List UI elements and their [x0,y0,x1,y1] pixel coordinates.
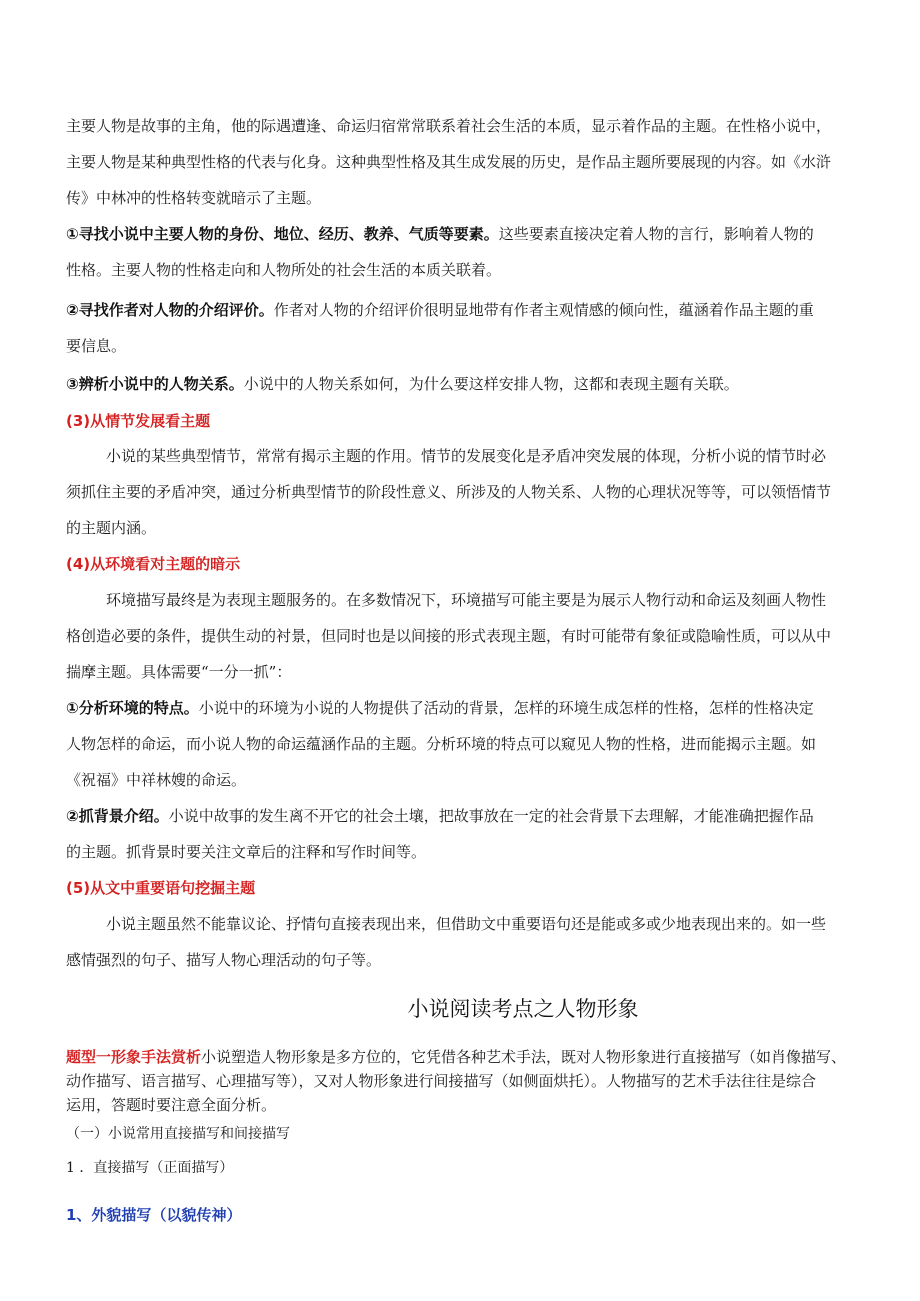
section-heading-environment: (4)从环境看对主题的暗示 [66,555,241,573]
text-line: 主要人物是故事的主角，他的际遇遭逢、命运归宿常常联系着社会生活的本质，显示着作品的主题。在性格小说中， [66,117,832,135]
text-line: 人物怎样的命运，而小说人物的命运蕴涵作品的主题。分析环境的特点可以窥见人物的性格，进而能揭示主题。如 [66,735,817,753]
text-line [66,292,866,328]
section-heading-plot: (3)从情节发展看主题 [66,412,211,430]
text-line: 感情强烈的句子、描写人物心理活动的句子等。 [66,951,382,969]
point-background [66,798,866,870]
text-line: 揣摩主题。具体需要“一分一抓”： [66,663,292,681]
intro-paragraph [66,108,866,216]
point-identity [66,216,866,288]
page-title: 小说阅读考点之人物形象 [407,997,639,1021]
text-line: 须抓住主要的矛盾冲突，通过分析典型情节的阶段性意义、所涉及的人物关系、人物的心理状况等等，可以领悟情节 [66,483,832,501]
section-key-sentences-paragraph [66,906,866,978]
point-lead: ①分析环境的特点。 [66,699,199,717]
text-line [66,216,866,252]
section-environment-paragraph [66,582,866,690]
text-line: 运用，答题时要注意全面分析。 [66,1096,277,1114]
text-line [66,366,866,402]
subheading-direct-description: 1 ．直接描写（正面描写） [66,1160,234,1176]
point-text: 这些要素直接决定着人物的言行，影响着人物的 [498,225,814,243]
section-heading-key-sentences: (5)从文中重要语句挖掘主题 [66,879,256,897]
point-text: 小说中故事的发生离不开它的社会土壤，把故事放在一定的社会背景下去理解，才能准确把握作品 [168,807,814,825]
text-line: 环境描写最终是为表现主题服务的。在多数情况下，环境描写可能主要是为展示人物行动和命运及刻画人物性 [106,591,827,609]
text-line: 动作描写、语言描写、心理描写等），又对人物形象进行间接描写（如侧面烘托）。人物描写的艺术手法往往是综合 [66,1072,817,1090]
point-lead: ①寻找小说中主要人物的身份、地位、经历、教养、气质等要素。 [66,225,499,243]
text-line: 主要人物是某种典型性格的代表与化身。这种典型性格及其生成发展的历史，是作品主题所要展现的内容。如《水浒 [66,153,832,171]
point-author-evaluation [66,292,866,364]
point-text: 作者对人物的介绍评价很明显地带有作者主观情感的倾向性，蕴涵着作品主题的重 [273,301,814,319]
text-line: 的主题内涵。 [66,519,157,537]
subheading-appearance: 1、外貌描写（以貌传神） [66,1206,242,1224]
text-line: 的主题。抓背景时要关注文章后的注释和写作时间等。 [66,843,427,861]
point-text: 小说中的环境为小说的人物提供了活动的背景，怎样的环境生成怎样的性格，怎样的性格决定 [198,699,814,717]
text-line: 传》中林冲的性格转变就暗示了主题。 [66,189,322,207]
text-line [66,798,866,834]
text-line: 《祝福》中祥林嫂的命运。 [66,771,247,789]
point-relations [66,366,866,402]
text-line [66,690,866,726]
point-lead: ②寻找作者对人物的介绍评价。 [66,301,274,319]
text-line: 要信息。 [66,337,127,355]
question-type-label: 题型一形象手法赏析 [66,1048,202,1066]
text-line: 小说的某些典型情节，常常有揭示主题的作用。情节的发展变化是矛盾冲突发展的体现，分析小说的情节时必 [106,447,827,465]
point-environment-features [66,690,866,798]
text-line: 性格。主要人物的性格走向和人物所处的社会生活的本质关联着。 [66,261,502,279]
section-plot-paragraph [66,438,866,546]
point-text: 小说塑造人物形象是多方位的，它凭借各种艺术手法，既对人物形象进行直接描写（如肖像描写、 [201,1048,847,1066]
point-lead: ③辨析小说中的人物关系。 [66,375,244,393]
text-line [66,1045,866,1069]
point-text: 小说中的人物关系如何，为什么要这样安排人物，这都和表现主题有关联。 [243,375,739,393]
point-lead: ②抓背景介绍。 [66,807,169,825]
text-line: 格创造必要的条件，提供生动的衬景，但同时也是以间接的形式表现主题，有时可能带有象征或隐喻性质，可以从中 [66,627,832,645]
character-intro-paragraph [66,1045,866,1117]
text-line: 小说主题虽然不能靠议论、抒情句直接表现出来，但借助文中重要语句还是能或多或少地表现出来的。如一些 [106,915,827,933]
subheading-direct-indirect: （一）小说常用直接描写和间接描写 [66,1126,290,1142]
